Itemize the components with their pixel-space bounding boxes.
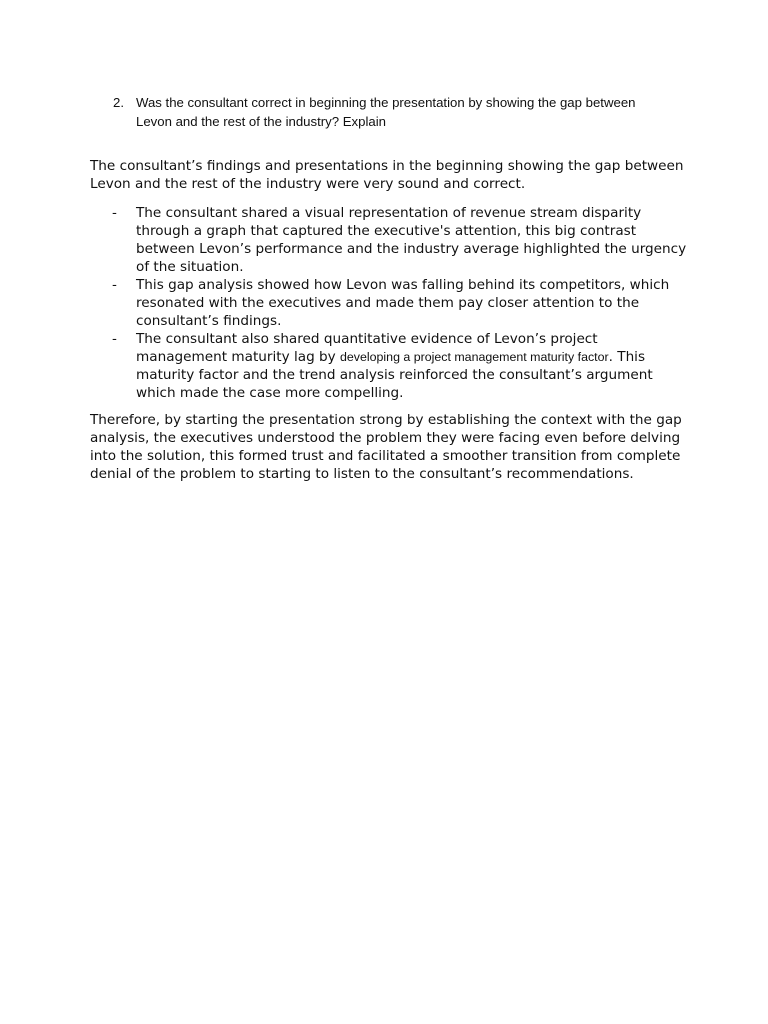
conclusion-paragraph: Therefore, by starting the presentation strong by establishing the context with the gap analysis, the executives understood the problem they were facing even before delving into the solution, this formed trust and facilitated a smoother transition from complete denial of the problem to starting to listen to the consultant’s recommendations. xyxy=(90,412,682,482)
question-item xyxy=(113,93,653,131)
question-text: Was the consultant correct in beginning the presentation by showing the gap between Levon and the rest of the industry? Explain xyxy=(136,95,636,129)
bullet-text-start: The consultant also shared quantitative evidence of Levon’s project management maturity lag by xyxy=(136,331,598,365)
bullet-text-end: . This maturity factor and the trend analysis reinforced the consultant’s argument which made the case more compelling. xyxy=(136,349,653,401)
question-number: 2. xyxy=(113,95,124,110)
bullet-list xyxy=(90,204,690,402)
intro-paragraph: The consultant’s findings and presentations in the beginning showing the gap between Levon and the rest of the industry were very sound and correct. xyxy=(90,158,684,192)
bullet-item xyxy=(90,204,690,276)
bullet-dash: - xyxy=(112,277,117,293)
bullet-dash: - xyxy=(112,331,117,347)
bullet-text: This gap analysis showed how Levon was falling behind its competitors, which resonated with the executives and made them pay closer attention to the consultant’s findings. xyxy=(136,277,670,329)
bullet-text: The consultant shared a visual representation of revenue stream disparity through a graph that captured the executive's attention, this big contrast between Levon’s performance and the industry average highlighted the urgency of the situation. xyxy=(136,205,687,275)
bullet-text-small: developing a project management maturity factor xyxy=(340,350,609,364)
bullet-item xyxy=(90,330,690,402)
bullet-dash: - xyxy=(112,205,117,221)
bullet-item xyxy=(90,276,690,330)
